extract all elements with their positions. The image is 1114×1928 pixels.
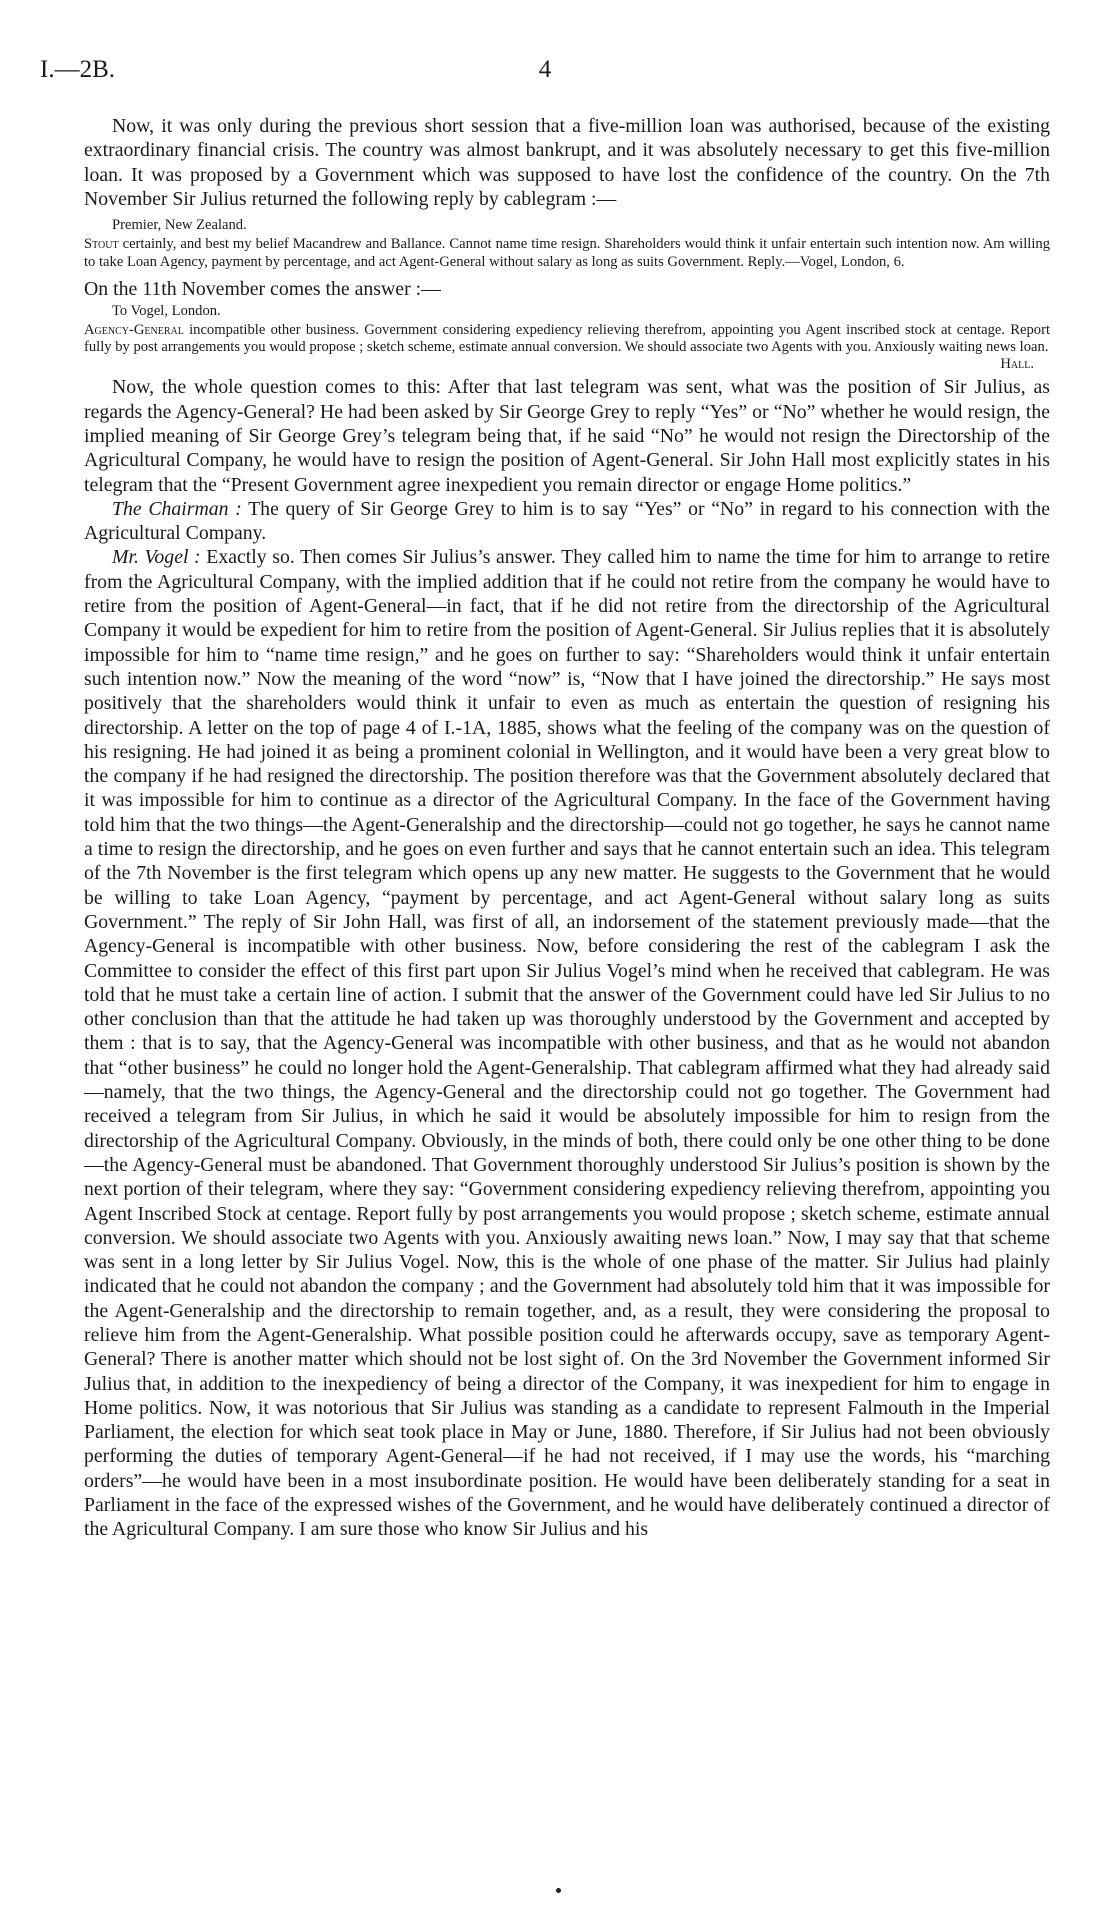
document-reference: I.—2B. <box>40 56 115 83</box>
cablegram-2-address: To Vogel, London. <box>112 302 221 319</box>
chairman-text: The query of Sir George Grey to him is to say “Yes” or “No” in regard to his connection with the Agricultural Company. <box>84 497 1050 545</box>
speaker-chairman: The Chairman : <box>112 497 242 520</box>
paragraph-vogel <box>84 545 1050 1541</box>
vogel-text: Exactly so. Then comes Sir Julius’s answer. They called him to name the time for him to arrange to retire from the Agricultural Company, with the implied addition that if he could not retire from the company he would have to retire from the position of Agent-General—in fact, that if he did not retire from the directorship of the Agricultural Company it would be expedient for him to retire from the position of Agent-General. Sir Julius replies that it is absolutely impossible for him to “name time resign,” and he goes on further to say: “Shareholders would think it unfair entertain such intention now.” Now the meaning of the word “now” is, “Now that I have joined the directorship.” He says most positively that the shareholders would think it unfair to even as much as entertain the question of resigning his directorship. A letter on the top of page 4 of I.-1A, 1885, shows what the feeling of the company was on the question of his resigning. He had joined it as being a prominent colonial in Wellington, and it would have been a very great blow to the company if he had resigned the directorship. The position therefore was that the Government absolutely declared that it was impossible for him to continue as a director of the Agricultural Company. In the face of the Government having told him that the two things—the Agent-Generalship and the directorship—could not go together, he says he cannot name a time to resign the directorship, and he goes on even further and says that he cannot entertain such an idea. This telegram of the 7th November is the first telegram which opens up any new matter. He suggests to the Government that he would be willing to take Loan Agency, “payment by percentage, and act Agent-General without salary long as suits Government.” The reply of Sir John Hall, was first of all, an indorsement of the statement previously made—that the Agency-General is incompatible with other business. Now, before considering the rest of the cablegram I ask the Committee to consider the effect of this first part upon Sir Julius Vogel’s mind when he received that cablegram. He was told that he must take a certain line of action. I submit that the answer of the Government could have led Sir Julius to no other conclusion than that the attitude he had taken up was thoroughly understood by the Government and accepted by them : that is to say, that the Agency-General was incompatible with other business, and that as he would not abandon that “other business” he could no longer hold the Agent-Generalship. That cablegram affirmed what they had already said—namely, that the two things, the Agency-General and the directorship could not go together. The Government had received a telegram from Sir Julius, in which he said it would be absolutely impossible for him to resign from the directorship of the Agricultural Company. Obviously, in the minds of both, there could only be one other thing to be done—the Agency-General must be abandoned. That Government thoroughly understood Sir Julius’s position is shown by the next portion of their telegram, where they say: “Government considering expediency relieving therefrom, appointing you Agent Inscribed Stock at centage. Report fully by post arrangements you would propose ; sketch scheme, estimate annual conversion. We should associate two Agents with you. Anxiously awaiting news loan.” Now, I may say that that scheme was sent in a long letter by Sir Julius Vogel. Now, this is the whole of one phase of the matter. Sir Julius had plainly indicated that he could not abandon the company ; and the Government had absolutely told him that it was impossible for the Agent-Generalship and the directorship to remain together, and, as a result, they were considering the proposal to relieve him from the Agent-Generalship. What possible position could he afterwards occupy, save as temporary Agent-General? There is another matter which should not be lost sight of. On the 3rd November the Government informed Sir Julius that, in addition to the inexpediency of being a director of the Company, it was inexpedient for him to engage in Home politics. Now, it was notorious that Sir Julius was standing as a candidate to represent Falmouth in the Imperial Parliament, the election for which seat took place in May or June, 1880. Therefore, if Sir Julius had not been obviously performing the duties of temporary Agent-General—if he had not received, if I may use the words, his “marching orders”—he would have been in a most insubordinate position. He would have been deliberately standing for a seat in Parliament in the face of the expressed wishes of the Government, and he would have deliberately continued a director of the Agricultural Company. I am sure those who know Sir Julius and his <box>84 546 1051 1541</box>
paragraph-chairman <box>84 497 1050 546</box>
paragraph-question: Now, the whole question comes to this: After that last telegram was sent, what was the position of Sir Julius, as regards the Agency-General? He had been asked by Sir George Grey to reply “Yes” or “No” whether he would resign, the implied meaning of Sir George Grey’s telegram being that, if he said “No” he would not resign the Directorship of the Agricultural Company, he would have to resign the position of Agent-General. Sir John Hall most explicitly states in his telegram that the “Present Government agree inexpedient you remain director or engage Home politics.” <box>84 376 1050 496</box>
answer-intro-line: On the 11th November comes the answer :— <box>84 277 441 300</box>
document-body <box>84 114 1050 1542</box>
cablegram-1-body <box>84 236 1050 270</box>
cablegram-1-address: Premier, New Zealand. <box>112 217 247 234</box>
cablegram-2-body <box>84 322 1050 356</box>
cablegram-1-text: certainly, and best my belief Macandrew and Ballance. Cannot name time resign. Shareholders would think it unfair entertain such intention now. Am willing to take Loan Agency, payment by percentage, and act Agent-General without salary as long as suits Government. Reply.—Vogel, London, 6. <box>84 236 1050 270</box>
cablegram-2-lead: Agency-General <box>84 322 184 338</box>
cablegram-1-lead: Stout <box>84 236 119 253</box>
cablegram-2-signature: Hall. <box>1000 356 1034 373</box>
paragraph-intro: Now, it was only during the previous short session that a five-million loan was authorised, because of the existing extraordinary financial crisis. The country was almost bankrupt, and it was absolutely necessary to get this five-million loan. It was proposed by a Government which was supposed to have lost the confidence of the country. On the 7th November Sir Julius returned the following reply by cablegram :— <box>84 115 1050 210</box>
footer-mark <box>556 1888 561 1893</box>
page-number: 4 <box>538 56 552 83</box>
page-header <box>40 56 1050 90</box>
cablegram-2-text: incompatible other business. Government considering expediency relieving therefrom, appointing you Agent inscribed stock at centage. Report fully by post arrangements you would propose ; sketch scheme, estimate annual conversion. We should associate two Agents with you. Anxiously waiting news loan. <box>84 322 1050 356</box>
speaker-vogel: Mr. Vogel : <box>112 546 201 569</box>
